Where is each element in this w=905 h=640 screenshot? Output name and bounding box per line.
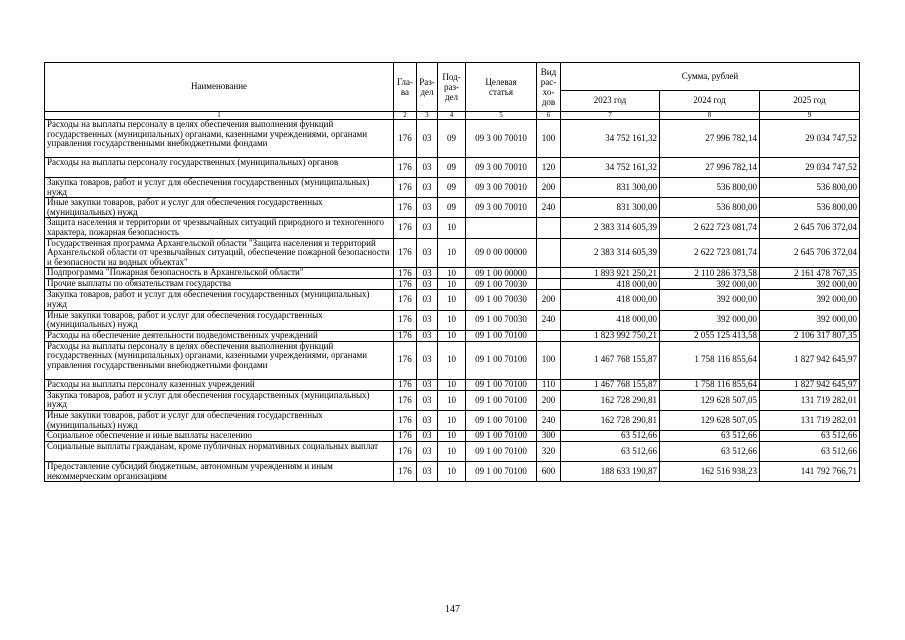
row-sum-2024: 162 516 938,23 <box>660 462 760 482</box>
row-sum-2023: 418 000,00 <box>561 290 660 310</box>
row-sum-2023: 34 752 161,32 <box>561 120 660 158</box>
row-podrazdel: 10 <box>438 410 466 430</box>
row-podrazdel: 09 <box>438 178 466 198</box>
table-row <box>45 410 860 430</box>
row-target: 09 3 00 70010 <box>466 178 537 198</box>
row-target: 09 1 00 00000 <box>466 268 537 279</box>
row-target: 09 1 00 70100 <box>466 431 537 442</box>
row-razdel: 03 <box>417 431 438 442</box>
row-sum-2024: 1 758 116 855,64 <box>660 341 760 379</box>
row-vid: 300 <box>537 431 561 442</box>
row-razdel: 03 <box>417 310 438 330</box>
column-number: 6 <box>537 112 561 120</box>
row-vid: 600 <box>537 462 561 482</box>
row-vid: 200 <box>537 290 561 310</box>
page-number: 147 <box>445 604 460 615</box>
row-name: Социальные выплаты гражданам, кроме публичных нормативных социальных выплат <box>45 442 394 462</box>
table-row <box>45 310 860 330</box>
row-vid: 200 <box>537 390 561 410</box>
row-glava: 176 <box>394 390 417 410</box>
row-sum-2025: 392 000,00 <box>760 310 860 330</box>
budget-table <box>44 62 860 482</box>
row-sum-2023: 1 467 768 155,87 <box>561 379 660 390</box>
row-vid <box>537 268 561 279</box>
row-sum-2023: 34 752 161,32 <box>561 158 660 178</box>
row-razdel: 03 <box>417 198 438 218</box>
row-target: 09 3 00 70010 <box>466 120 537 158</box>
row-razdel: 03 <box>417 218 438 238</box>
column-number: 1 <box>45 112 394 120</box>
header-podrazdel: Под- раз- дел <box>438 63 466 112</box>
row-glava: 176 <box>394 218 417 238</box>
row-sum-2023: 2 383 314 605,39 <box>561 218 660 238</box>
row-name: Расходы на выплаты персоналу государственных (муниципальных) органов <box>45 158 394 178</box>
row-sum-2023: 63 512,66 <box>561 442 660 462</box>
row-name: Расходы на обеспечение деятельности подведомственных учреждений <box>45 330 394 341</box>
header-razdel: Раз- дел <box>417 63 438 112</box>
row-vid: 200 <box>537 178 561 198</box>
row-razdel: 03 <box>417 330 438 341</box>
row-target: 09 1 00 70030 <box>466 310 537 330</box>
row-podrazdel: 10 <box>438 290 466 310</box>
table-row <box>45 442 860 462</box>
table-row <box>45 218 860 238</box>
row-glava: 176 <box>394 158 417 178</box>
row-podrazdel: 10 <box>438 330 466 341</box>
row-podrazdel: 10 <box>438 462 466 482</box>
row-podrazdel: 10 <box>438 310 466 330</box>
row-name: Иные закупки товаров, работ и услуг для обеспечения государственных (муниципальных) нужд <box>45 410 394 430</box>
row-name: Закупка товаров, работ и услуг для обеспечения государственных (муниципальных) нужд <box>45 290 394 310</box>
table-row <box>45 158 860 178</box>
row-razdel: 03 <box>417 379 438 390</box>
row-sum-2025: 1 827 942 645,97 <box>760 379 860 390</box>
table-row <box>45 178 860 198</box>
row-sum-2024: 2 622 723 081,74 <box>660 218 760 238</box>
row-sum-2025: 131 719 282,01 <box>760 390 860 410</box>
row-glava: 176 <box>394 431 417 442</box>
row-target: 09 3 00 70010 <box>466 158 537 178</box>
row-vid <box>537 330 561 341</box>
row-vid: 240 <box>537 410 561 430</box>
table-row <box>45 379 860 390</box>
row-sum-2024: 63 512,66 <box>660 442 760 462</box>
row-glava: 176 <box>394 379 417 390</box>
table-row <box>45 341 860 379</box>
row-vid: 110 <box>537 379 561 390</box>
row-target: 09 1 00 70100 <box>466 341 537 379</box>
row-name: Закупка товаров, работ и услуг для обеспечения государственных (муниципальных) нужд <box>45 178 394 198</box>
row-sum-2025: 131 719 282,01 <box>760 410 860 430</box>
row-sum-2025: 2 106 317 807,35 <box>760 330 860 341</box>
row-name: Расходы на выплаты персоналу в целях обеспечения выполнения функций государственных (муниципальных) органами, казенными учреждениями, органами управления государственными внебюджетными фондами <box>45 120 394 158</box>
table-row <box>45 431 860 442</box>
row-sum-2024: 27 996 782,14 <box>660 120 760 158</box>
row-podrazdel: 09 <box>438 120 466 158</box>
row-sum-2023: 418 000,00 <box>561 279 660 290</box>
row-glava: 176 <box>394 442 417 462</box>
column-number: 5 <box>466 112 537 120</box>
row-razdel: 03 <box>417 290 438 310</box>
row-glava: 176 <box>394 341 417 379</box>
row-vid <box>537 218 561 238</box>
row-sum-2023: 1 893 921 250,21 <box>561 268 660 279</box>
table-row <box>45 290 860 310</box>
row-sum-2024: 392 000,00 <box>660 290 760 310</box>
row-razdel: 03 <box>417 390 438 410</box>
table-row <box>45 330 860 341</box>
row-name: Иные закупки товаров, работ и услуг для обеспечения государственных (муниципальных) нужд <box>45 310 394 330</box>
row-sum-2024: 536 800,00 <box>660 198 760 218</box>
row-vid: 100 <box>537 341 561 379</box>
row-glava: 176 <box>394 410 417 430</box>
row-vid: 240 <box>537 310 561 330</box>
header-year-2023: 2023 год <box>561 91 660 112</box>
row-target: 09 1 00 70030 <box>466 290 537 310</box>
row-vid <box>537 238 561 268</box>
row-podrazdel: 10 <box>438 238 466 268</box>
row-target: 09 0 00 00000 <box>466 238 537 268</box>
row-sum-2024: 129 628 507,05 <box>660 390 760 410</box>
row-sum-2024: 392 000,00 <box>660 279 760 290</box>
row-sum-2023: 1 467 768 155,87 <box>561 341 660 379</box>
row-glava: 176 <box>394 238 417 268</box>
header-glava: Гла- ва <box>394 63 417 112</box>
row-vid: 240 <box>537 198 561 218</box>
row-razdel: 03 <box>417 462 438 482</box>
row-razdel: 03 <box>417 341 438 379</box>
row-glava: 176 <box>394 268 417 279</box>
header-year-2025: 2025 год <box>760 91 860 112</box>
row-sum-2023: 1 823 992 750,21 <box>561 330 660 341</box>
row-name: Предоставление субсидий бюджетным, автономным учреждениям и иным некоммерческим организациям <box>45 462 394 482</box>
column-number: 8 <box>660 112 760 120</box>
row-razdel: 03 <box>417 178 438 198</box>
row-podrazdel: 10 <box>438 279 466 290</box>
row-sum-2025: 63 512,66 <box>760 442 860 462</box>
table-row <box>45 268 860 279</box>
header-sum: Сумма, рублей <box>561 63 860 91</box>
row-sum-2025: 536 800,00 <box>760 198 860 218</box>
row-razdel: 03 <box>417 268 438 279</box>
header-vid: Вид рас- хо- дов <box>537 63 561 112</box>
table-row <box>45 462 860 482</box>
row-glava: 176 <box>394 310 417 330</box>
row-podrazdel: 09 <box>438 158 466 178</box>
header-year-2024: 2024 год <box>660 91 760 112</box>
row-razdel: 03 <box>417 158 438 178</box>
row-sum-2024: 129 628 507,05 <box>660 410 760 430</box>
row-podrazdel: 10 <box>438 431 466 442</box>
row-name: Социальное обеспечение и иные выплаты населению <box>45 431 394 442</box>
row-name: Защита населения и территории от чрезвычайных ситуаций природного и техногенного характера, пожарная безопасность <box>45 218 394 238</box>
table-row <box>45 198 860 218</box>
row-sum-2025: 1 827 942 645,97 <box>760 341 860 379</box>
row-sum-2023: 831 300,00 <box>561 198 660 218</box>
row-sum-2025: 392 000,00 <box>760 279 860 290</box>
row-sum-2023: 162 728 290,81 <box>561 390 660 410</box>
row-razdel: 03 <box>417 442 438 462</box>
row-sum-2024: 392 000,00 <box>660 310 760 330</box>
row-target: 09 1 00 70100 <box>466 462 537 482</box>
row-sum-2023: 188 633 190,87 <box>561 462 660 482</box>
row-sum-2024: 536 800,00 <box>660 178 760 198</box>
row-glava: 176 <box>394 178 417 198</box>
row-target: 09 1 00 70100 <box>466 379 537 390</box>
column-number: 3 <box>417 112 438 120</box>
row-vid: 120 <box>537 158 561 178</box>
header-target: Целевая статья <box>466 63 537 112</box>
row-target: 09 3 00 70010 <box>466 198 537 218</box>
row-sum-2025: 2 161 478 767,35 <box>760 268 860 279</box>
row-glava: 176 <box>394 330 417 341</box>
table-row <box>45 390 860 410</box>
table-body <box>45 120 860 482</box>
row-target <box>466 218 537 238</box>
row-target: 09 1 00 70100 <box>466 442 537 462</box>
row-sum-2023: 2 383 314 605,39 <box>561 238 660 268</box>
row-sum-2024: 63 512,66 <box>660 431 760 442</box>
column-number: 4 <box>438 112 466 120</box>
row-razdel: 03 <box>417 120 438 158</box>
row-sum-2025: 2 645 706 372,04 <box>760 238 860 268</box>
row-sum-2025: 2 645 706 372,04 <box>760 218 860 238</box>
row-name: Расходы на выплаты персоналу казенных учреждений <box>45 379 394 390</box>
header-name: Наименование <box>45 63 394 112</box>
row-glava: 176 <box>394 198 417 218</box>
row-name: Государственная программа Архангельской области "Защита населения и территорий Архангельской области от чрезвычайных ситуаций, обеспечение пожарной безопасности и безопасности на водных объектах" <box>45 238 394 268</box>
row-podrazdel: 10 <box>438 341 466 379</box>
column-number-row <box>45 112 860 120</box>
row-sum-2023: 418 000,00 <box>561 310 660 330</box>
row-podrazdel: 10 <box>438 218 466 238</box>
row-sum-2025: 29 034 747,52 <box>760 120 860 158</box>
row-podrazdel: 09 <box>438 198 466 218</box>
row-vid: 100 <box>537 120 561 158</box>
row-sum-2025: 63 512,66 <box>760 431 860 442</box>
row-name: Расходы на выплаты персоналу в целях обеспечения выполнения функций государственных (муниципальных) органами, казенными учреждениями, органами управления государственными внебюджетными фондами <box>45 341 394 379</box>
table-row <box>45 238 860 268</box>
row-target: 09 1 00 70100 <box>466 410 537 430</box>
row-target: 09 1 00 70030 <box>466 279 537 290</box>
row-sum-2023: 831 300,00 <box>561 178 660 198</box>
row-sum-2024: 2 110 286 373,58 <box>660 268 760 279</box>
row-name: Подпрограмма "Пожарная безопасность в Архангельской области" <box>45 268 394 279</box>
column-number: 7 <box>561 112 660 120</box>
column-number: 2 <box>394 112 417 120</box>
column-number: 9 <box>760 112 860 120</box>
row-sum-2023: 63 512,66 <box>561 431 660 442</box>
row-podrazdel: 10 <box>438 442 466 462</box>
row-sum-2023: 162 728 290,81 <box>561 410 660 430</box>
row-glava: 176 <box>394 279 417 290</box>
row-razdel: 03 <box>417 279 438 290</box>
row-sum-2025: 536 800,00 <box>760 178 860 198</box>
row-vid: 320 <box>537 442 561 462</box>
row-sum-2024: 2 622 723 081,74 <box>660 238 760 268</box>
row-razdel: 03 <box>417 410 438 430</box>
row-name: Закупка товаров, работ и услуг для обеспечения государственных (муниципальных) нужд <box>45 390 394 410</box>
row-razdel: 03 <box>417 238 438 268</box>
table-row <box>45 120 860 158</box>
row-glava: 176 <box>394 120 417 158</box>
row-sum-2024: 2 055 125 413,58 <box>660 330 760 341</box>
row-name: Иные закупки товаров, работ и услуг для обеспечения государственных (муниципальных) нужд <box>45 198 394 218</box>
row-sum-2024: 27 996 782,14 <box>660 158 760 178</box>
row-target: 09 1 00 70100 <box>466 390 537 410</box>
row-podrazdel: 10 <box>438 268 466 279</box>
row-sum-2025: 392 000,00 <box>760 290 860 310</box>
row-glava: 176 <box>394 462 417 482</box>
row-name: Прочие выплаты по обязательствам государства <box>45 279 394 290</box>
row-glava: 176 <box>394 290 417 310</box>
row-vid <box>537 279 561 290</box>
row-podrazdel: 10 <box>438 390 466 410</box>
row-sum-2025: 141 792 766,71 <box>760 462 860 482</box>
table-row <box>45 279 860 290</box>
row-sum-2024: 1 758 116 855,64 <box>660 379 760 390</box>
row-sum-2025: 29 034 747,52 <box>760 158 860 178</box>
row-target: 09 1 00 70100 <box>466 330 537 341</box>
row-podrazdel: 10 <box>438 379 466 390</box>
